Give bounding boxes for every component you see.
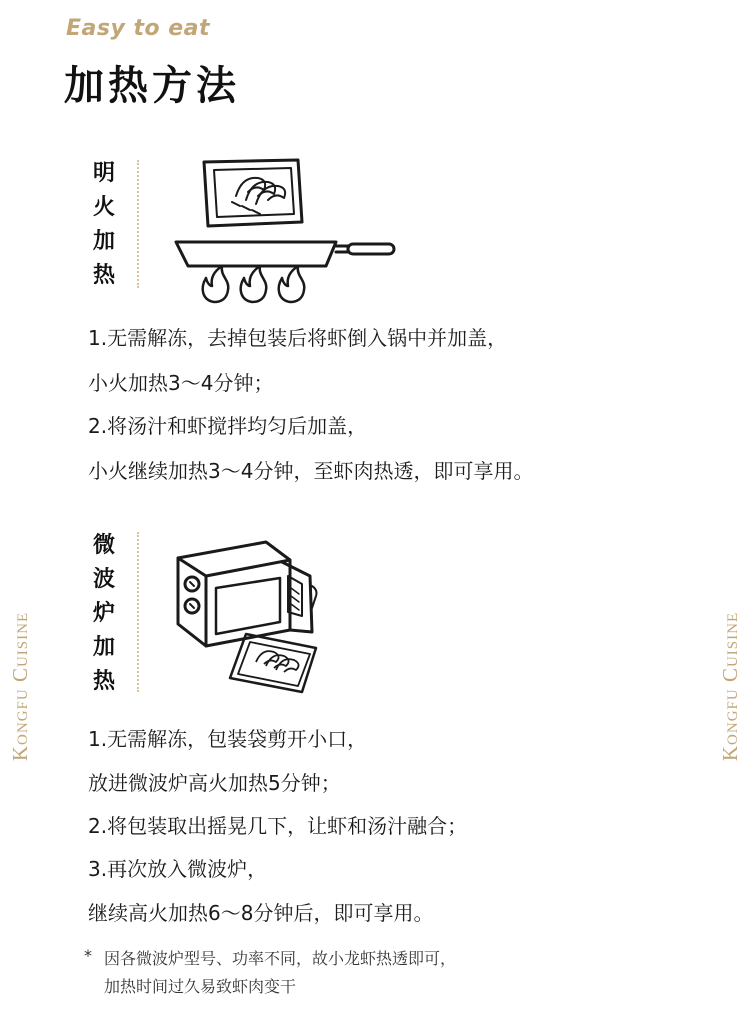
frying-pan-icon bbox=[170, 156, 400, 306]
label-char: 热 bbox=[92, 262, 115, 288]
header-subtitle: Easy to eat bbox=[66, 16, 211, 41]
label-char: 炉 bbox=[92, 600, 115, 626]
shrimp-package-icon bbox=[230, 634, 316, 692]
label-char: 加 bbox=[92, 634, 115, 660]
step-line: 3.再次放入微波炉， bbox=[88, 857, 268, 881]
step-line: 1.无需解冻，去掉包装后将虾倒入锅中并加盖， bbox=[88, 326, 508, 350]
note-line: 因各微波炉型号、功率不同，故小龙虾热透即可， bbox=[104, 949, 457, 968]
step-line: 小火继续加热3～4分钟，至虾肉热透，即可享用。 bbox=[88, 459, 534, 483]
label-char: 加 bbox=[92, 228, 115, 254]
side-brand-left bbox=[8, 588, 34, 784]
note-bullet: * bbox=[84, 946, 92, 965]
step-line: 2.将汤汁和虾搅拌均匀后加盖， bbox=[88, 414, 368, 438]
microwave-divider bbox=[137, 532, 139, 692]
brand-text: Kongfu Cuisine bbox=[718, 611, 743, 761]
microwave-label bbox=[88, 528, 120, 698]
flame-icon bbox=[203, 266, 305, 302]
microwave-icon bbox=[170, 536, 330, 696]
side-brand-right bbox=[718, 588, 744, 784]
brand-text: Kongfu Cuisine bbox=[8, 611, 33, 761]
shrimp-package-icon bbox=[232, 178, 285, 214]
step-line: 放进微波炉高火加热5分钟； bbox=[88, 771, 341, 795]
label-char: 波 bbox=[92, 566, 115, 592]
label-char: 明 bbox=[92, 160, 115, 186]
open-fire-label bbox=[88, 156, 120, 292]
step-line: 小火加热3～4分钟； bbox=[88, 371, 274, 395]
step-line: 继续高火加热6～8分钟后，即可享用。 bbox=[88, 901, 434, 925]
label-char: 热 bbox=[92, 668, 115, 694]
open-fire-divider bbox=[137, 160, 139, 288]
page-title: 加热方法 bbox=[64, 62, 240, 109]
note-line: 加热时间过久易致虾肉变干 bbox=[104, 977, 297, 996]
label-char: 火 bbox=[92, 194, 115, 220]
step-line: 1.无需解冻，包装袋剪开小口， bbox=[88, 727, 368, 751]
step-line: 2.将包装取出摇晃几下，让虾和汤汁融合； bbox=[88, 814, 468, 838]
label-char: 微 bbox=[92, 532, 115, 558]
